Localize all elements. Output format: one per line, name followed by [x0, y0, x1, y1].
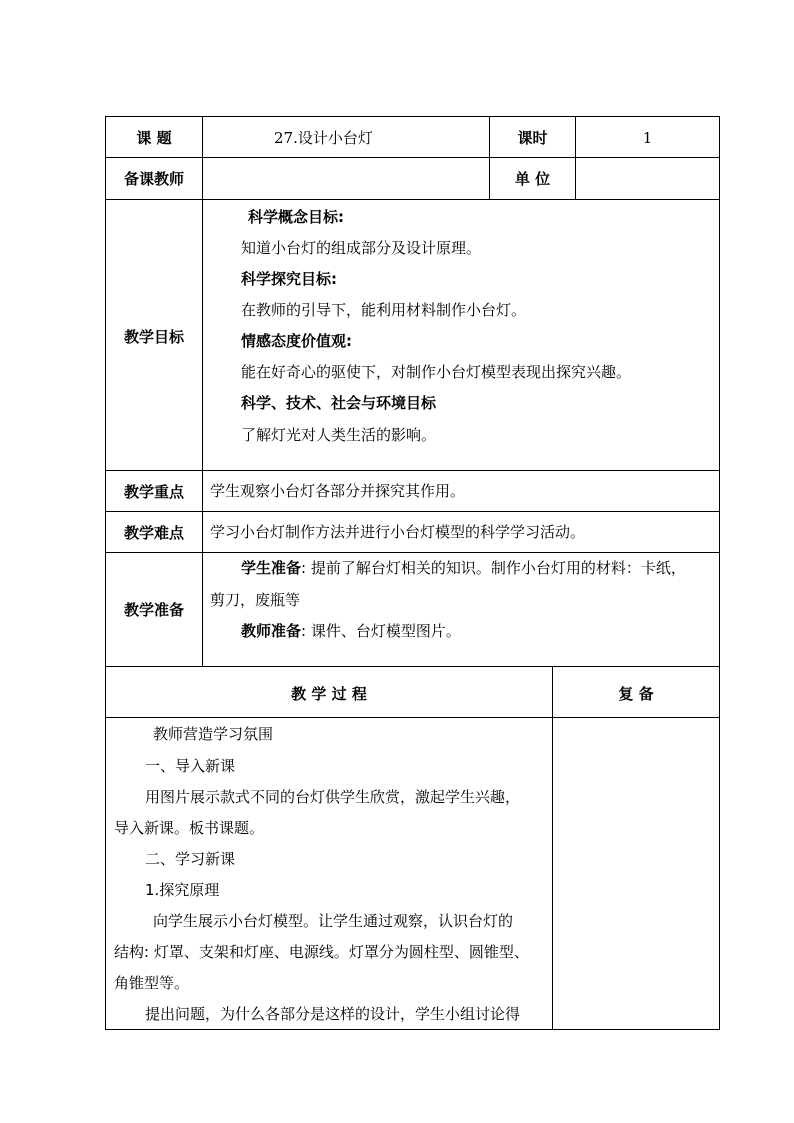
stse-goal-text: 了解灯光对人类生活的影响。 [241, 426, 437, 444]
inquiry-goal-text: 在教师的引导下，能利用材料制作小台灯。 [241, 301, 527, 319]
process-line: 提出问题，为什么各部分是这样的设计，学生小组讨论得 [145, 1005, 521, 1023]
rule-row4 [105, 511, 720, 512]
preparation-label: 教学准备 [123, 601, 184, 619]
attitude-goal-text: 能在好奇心的驱使下，对制作小台灯模型表现出探究兴趣。 [241, 363, 632, 381]
process-line: 用图片展示款式不同的台灯供学生欣赏，激起学生兴趣， [145, 788, 521, 806]
rule-row5 [105, 552, 720, 553]
stse-goal-title: 科学、技术、社会与环境目标 [241, 394, 437, 412]
difficulty-label: 教学难点 [123, 524, 184, 542]
difficulty-text: 学习小台灯制作方法并进行小台灯模型的科学学习活动。 [210, 523, 586, 541]
teacher-prep-text: : 课件、台灯模型图片。 [301, 622, 461, 640]
student-prep-line [241, 558, 686, 578]
concept-goal-text: 知道小台灯的组成部分及设计原理。 [241, 239, 482, 257]
student-prep-title: 学生准备 [241, 559, 302, 577]
rule-bottom [105, 1029, 720, 1030]
rule-right [719, 116, 720, 1030]
rule-row6 [105, 666, 720, 667]
period-label: 课时 [517, 129, 548, 147]
attitude-goal-title: 情感态度价值观: [241, 332, 352, 350]
teacher-prep-title: 教师准备 [241, 622, 302, 640]
rule-label-col [202, 116, 203, 666]
teacher-label: 备课教师 [123, 170, 184, 188]
rule-row2 [105, 199, 720, 200]
concept-goal-title: 科学概念目标: [248, 208, 344, 226]
process-label: 教 学 过 程 [291, 685, 367, 703]
process-line: 二、学习新课 [145, 850, 236, 868]
rule-row1 [105, 157, 720, 158]
process-line: 向学生展示小台灯模型。让学生通过观察，认识台灯的 [153, 912, 514, 930]
rule-review-col [552, 666, 553, 1030]
process-line: 1.探究原理 [145, 881, 220, 899]
process-line: 角锥型等。 [114, 974, 190, 992]
objectives-label: 教学目标 [123, 328, 184, 346]
process-line: 导入新课。板书课题。 [114, 819, 265, 837]
key-point-text: 学生观察小台灯各部分并探究其作用。 [210, 482, 466, 500]
process-line: 教师营造学习氛围 [153, 725, 274, 743]
inquiry-goal-title: 科学探究目标: [241, 270, 337, 288]
teacher-prep-line [241, 621, 461, 641]
rule-row7 [105, 717, 720, 718]
student-prep-text-2: 剪刀，废瓶等 [210, 591, 301, 609]
rule-top [105, 116, 720, 117]
rule-row3 [105, 470, 720, 471]
topic-value: 27.设计小台灯 [274, 129, 373, 147]
review-label: 复 备 [618, 685, 654, 703]
rule-left [105, 116, 106, 1030]
topic-label: 课 题 [136, 129, 172, 147]
period-value: 1 [642, 129, 653, 147]
unit-label: 单 位 [514, 170, 551, 188]
process-line: 一、导入新课 [145, 757, 236, 775]
process-line: 结构: 灯罩、支架和灯座、电源线。灯罩分为圆柱型、圆锥型、 [114, 943, 529, 961]
student-prep-text: : 提前了解台灯相关的知识。制作小台灯用的材料：卡纸， [301, 559, 686, 577]
key-point-label: 教学重点 [123, 483, 184, 501]
